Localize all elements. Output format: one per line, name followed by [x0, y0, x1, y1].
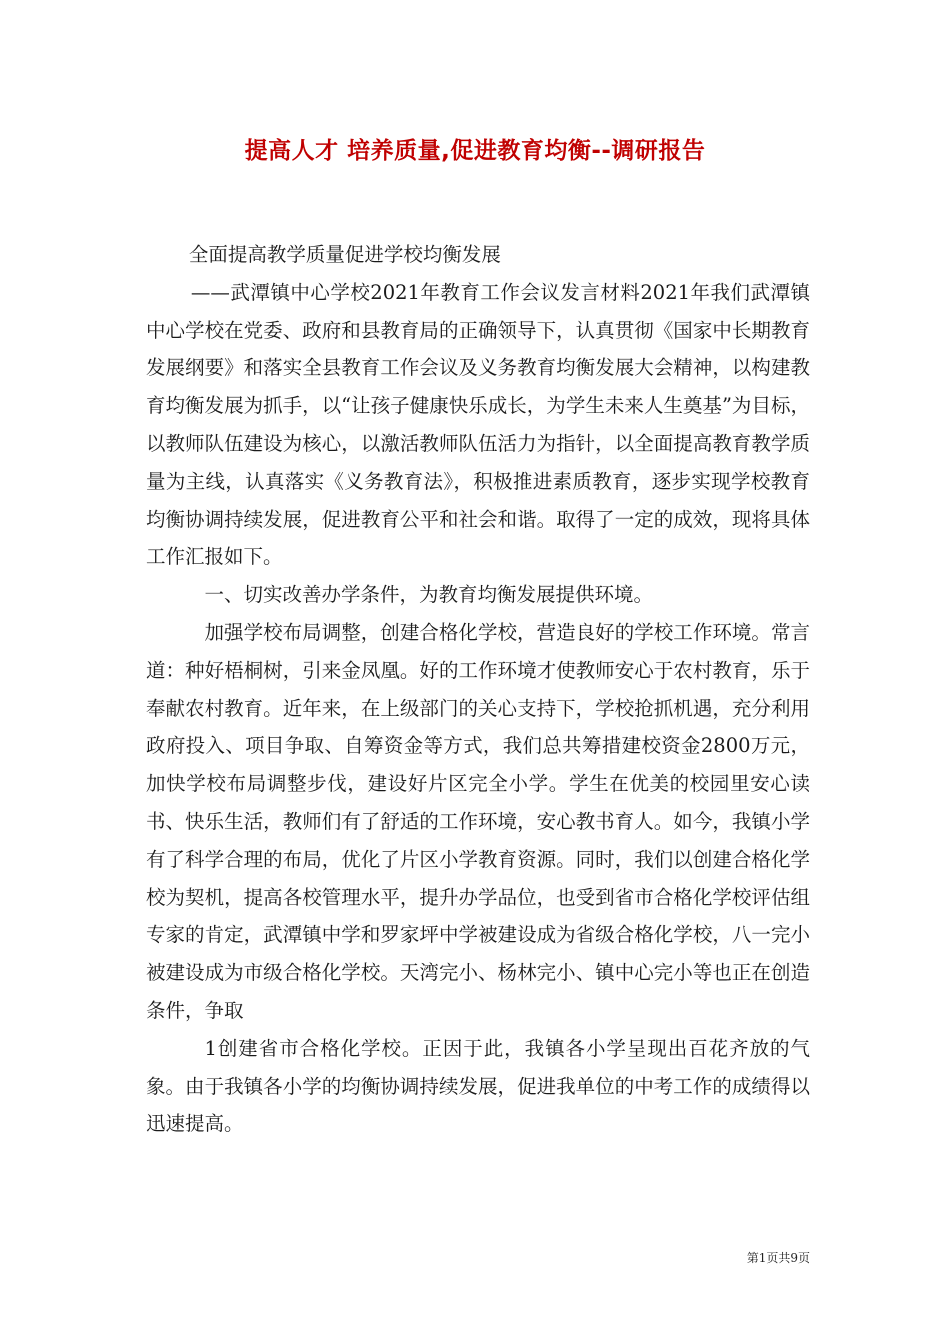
paragraph-continuation: 1创建省市合格化学校。正因于此，我镇各小学呈现出百花齐放的气象。由于我镇各小学的均衡协调持续发展，促进我单位的中考工作的成绩得以迅速提高。	[146, 1036, 810, 1136]
paragraph-intro: ——武潭镇中心学校2021年教育工作会议发言材料2021年我们武潭镇中心学校在党委、政府和县教育局的正确领导下，认真贯彻《国家中长期教育发展纲要》和落实全县教育工作会议及义务教育均衡发展大会精神，以构建教育均衡发展为抓手，以“让孩子健康快乐成长，为学生未来人生奠基”为目标，以教师队伍建设为核心，以激活教师队伍活力为指针，以全面提高教育教学质量为主线，认真落实《义务教育法》，积极推进素质教育，逐步实现学校教育均衡协调持续发展，促进教育公平和社会和谐。取得了一定的成效，现将具体工作汇报如下。	[146, 280, 810, 569]
document-title: 提高人才 培养质量,促进教育均衡--调研报告	[244, 138, 706, 164]
paragraph-body: 加强学校布局调整，创建合格化学校，营造良好的学校工作环境。常言道：种好梧桐树，引来金凤凰。好的工作环境才使教师安心于农村教育，乐于奉献农村教育。近年来，在上级部门的关心支持下，学校抢抓机遇，充分利用政府投入、项目争取、自筹资金等方式，我们总共筹措建校资金2800万元，加快学校布局调整步伐，建设好片区完全小学。学生在优美的校园里安心读书、快乐生活，教师们有了舒适的工作环境，安心教书育人。如今，我镇小学有了科学合理的布局，优化了片区小学教育资源。同时，我们以创建合格化学校为契机，提高各校管理水平，提升办学品位，也受到省市合格化学校评估组专家的肯定，武潭镇中学和罗家坪中学被建设成为省级合格化学校，八一完小被建设成为市级合格化学校。天湾完小、杨林完小、镇中心完小等也正在创造条件，争取	[146, 620, 810, 1022]
page-number: 第1页共9页	[746, 1251, 810, 1265]
document-subtitle: 全面提高教学质量促进学校均衡发展	[188, 243, 501, 266]
document-body	[146, 236, 810, 1143]
section-heading: 一、切实改善办学条件，为教育均衡发展提供环境。	[204, 583, 654, 607]
